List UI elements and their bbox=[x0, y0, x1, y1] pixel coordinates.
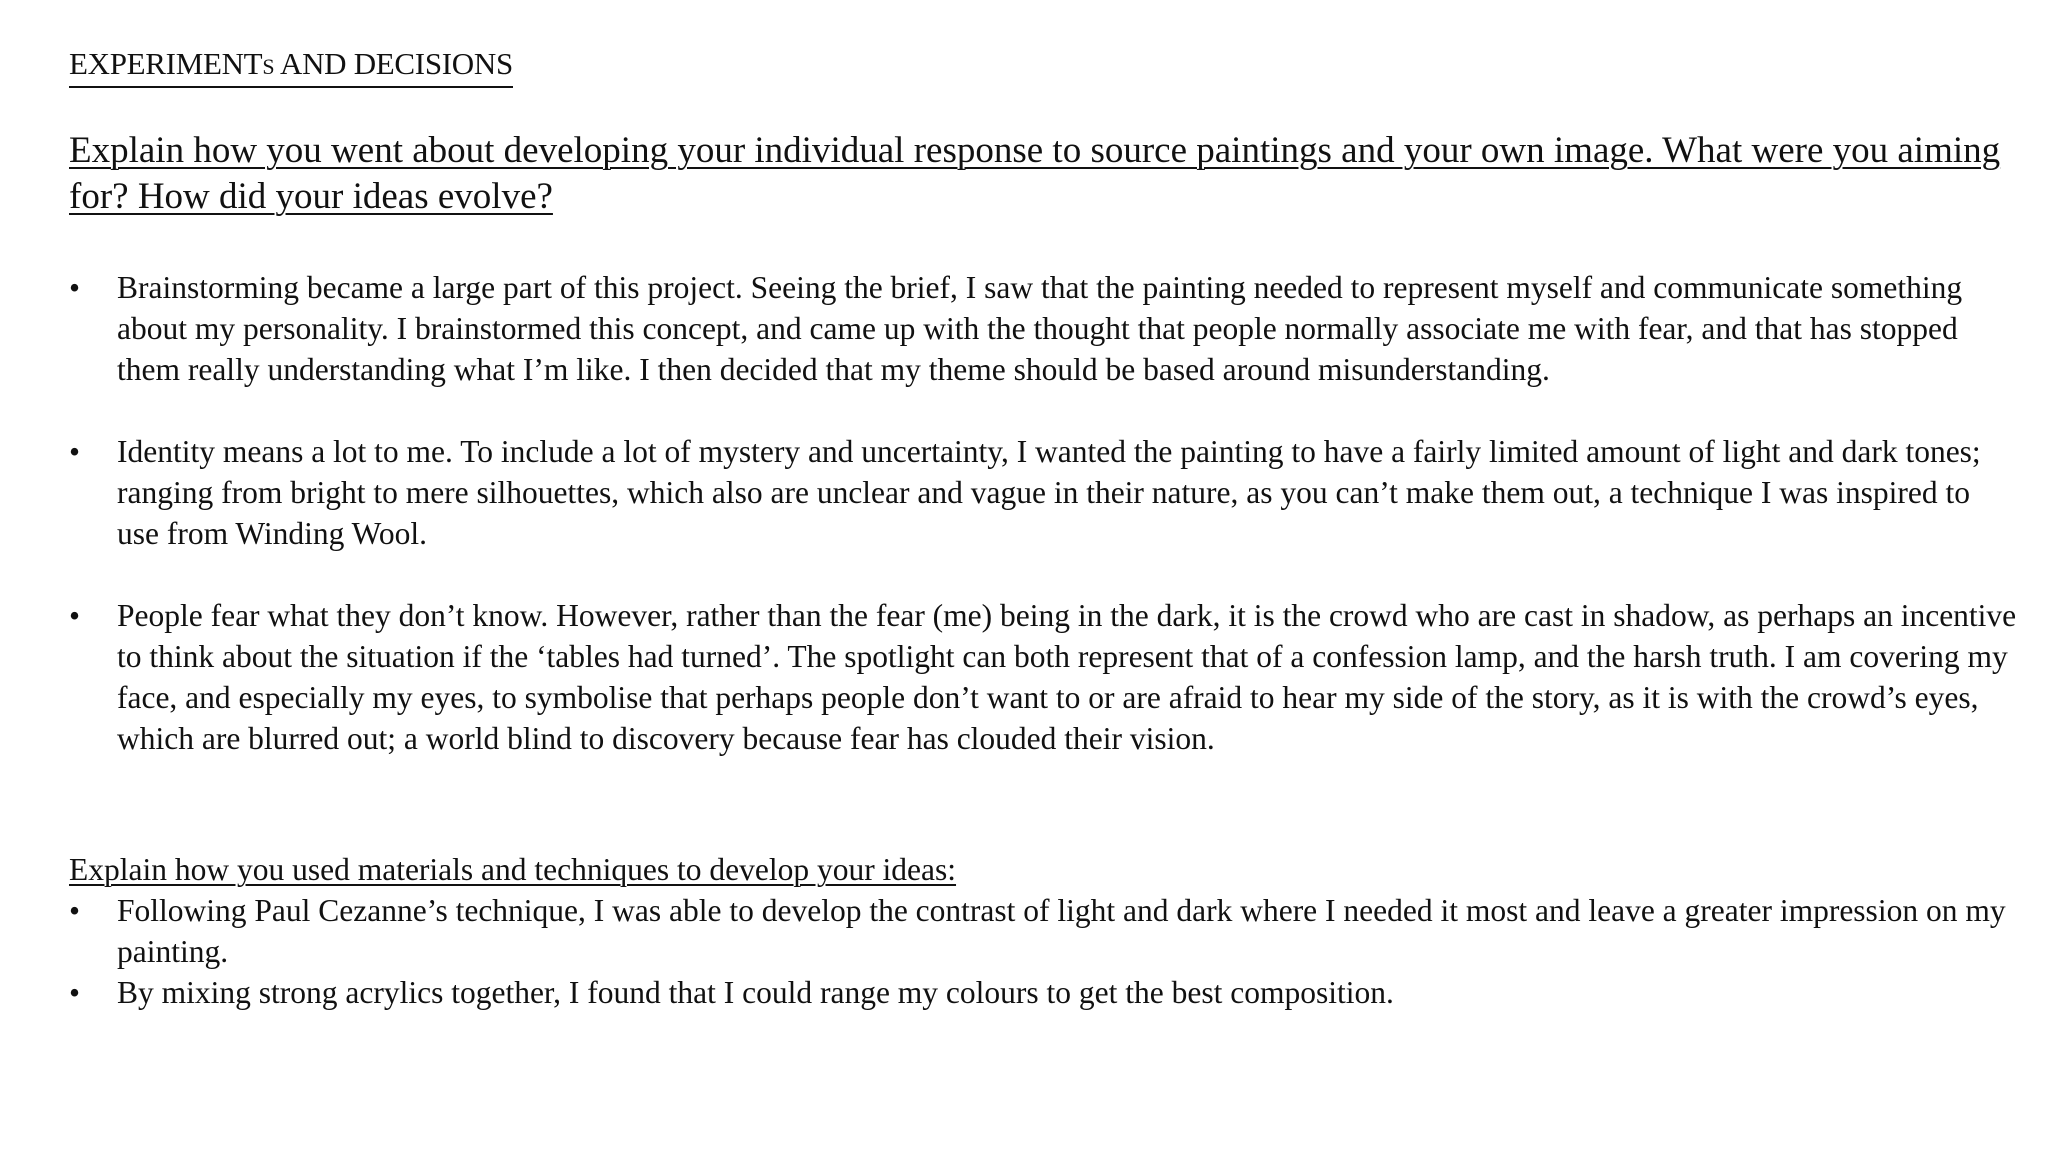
list-item bbox=[69, 972, 2019, 1013]
slide-title: EXPERIMENTs AND DECISIONS bbox=[69, 44, 513, 88]
bullet-text: People fear what they don’t know. However, rather than the fear (me) being in the dark, it is the crowd who are cast in shadow, as perhaps an incentive to think about the situation if the ‘tables had turned’. The spotlight can both represent that of a confession lamp, and the harsh truth. I am covering my face, and especially my eyes, to symbolise that perhaps people don’t want to or are afraid to hear my side of the story, as it is with the crowd’s eyes, which are blurred out; a world blind to discovery because fear has clouded their vision. bbox=[117, 598, 2017, 756]
response-bullet-list bbox=[69, 267, 2019, 800]
bullet-text: Identity means a lot to me. To include a lot of mystery and uncertainty, I wanted the painting to have a fairly limited amount of light and dark tones; ranging from bright to mere silhouettes, which also are unclear and vague in their nature, as you can’t make them out, a technique I was inspired to use from Winding Wool. bbox=[117, 434, 1981, 551]
bullet-text: By mixing strong acrylics together, I found that I could range my colours to get the best composition. bbox=[117, 975, 1394, 1010]
bullet-icon: • bbox=[69, 434, 81, 469]
materials-heading: Explain how you used materials and techniques to develop your ideas: bbox=[69, 852, 957, 887]
bullet-icon: • bbox=[69, 975, 81, 1010]
question-heading: Explain how you went about developing your individual response to source paintings and your own image. What were you aiming for? How did your ideas evolve? bbox=[69, 130, 2001, 217]
bullet-icon: • bbox=[69, 598, 81, 633]
bullet-icon: • bbox=[69, 893, 81, 928]
bullet-text: Following Paul Cezanne’s technique, I was able to develop the contrast of light and dark where I needed it most and leave a greater impression on my painting. bbox=[117, 893, 2006, 969]
list-item bbox=[69, 595, 2019, 759]
list-item bbox=[69, 431, 2019, 554]
bullet-text: Brainstorming became a large part of this project. Seeing the brief, I saw that the painting needed to represent myself and communicate something about my personality. I brainstormed this concept, and came up with the thought that people normally associate me with fear, and that has stopped them really understanding what I’m like. I then decided that my theme should be based around misunderstanding. bbox=[117, 270, 1963, 387]
list-item bbox=[69, 890, 2019, 972]
list-item bbox=[69, 267, 2019, 390]
materials-bullet-list bbox=[69, 890, 2019, 1013]
bullet-icon: • bbox=[69, 270, 81, 305]
